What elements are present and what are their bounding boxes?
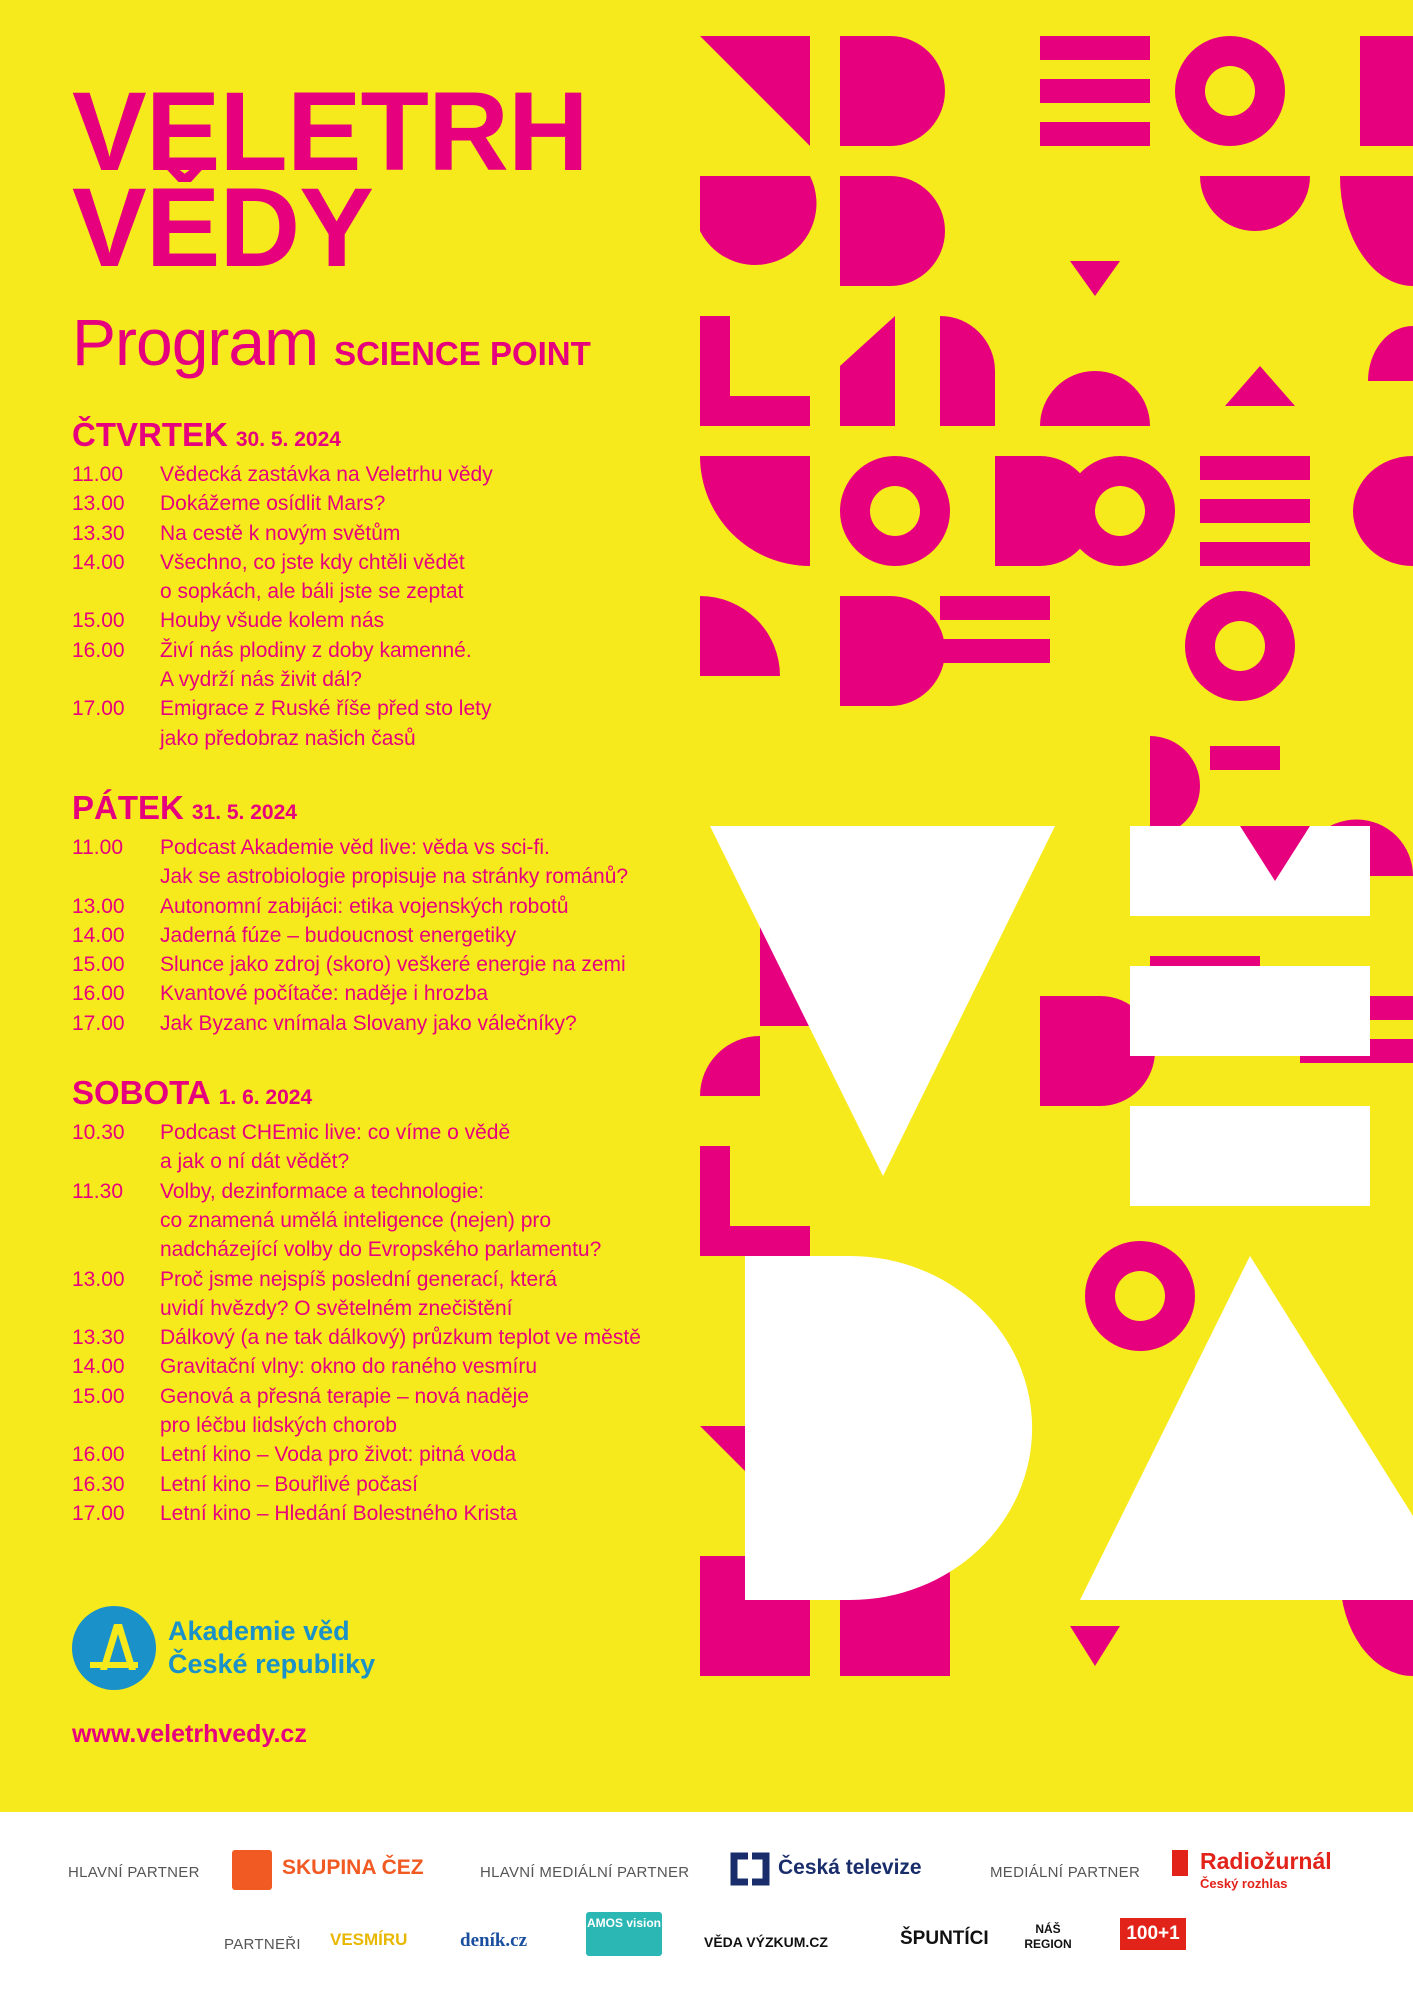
schedule-title: Vědecká zastávka na Veletrhu vědy — [160, 463, 493, 486]
letter-e-bar-mid — [1130, 966, 1370, 1056]
schedule-title: Na cestě k novým světům — [160, 521, 401, 545]
schedule-time: 15.00 — [72, 609, 125, 633]
event-title-line1: VELETRH — [72, 69, 588, 194]
schedule-item — [72, 979, 692, 1008]
partner-logo-spunti: ŠPUNTÍCI — [900, 1928, 989, 1949]
schedule-title: Letní kino – Bouřlivé počasí — [160, 1472, 418, 1496]
schedule-time: 13.30 — [72, 1326, 125, 1350]
schedule-item — [72, 1177, 692, 1265]
schedule-title: Volby, dezinformace a technologie: co znamená umělá inteligence (nejen) pro nadcházející volby do Evropského parlamentu? — [160, 1179, 602, 1262]
schedule-time: 17.00 — [72, 697, 125, 721]
media-partner-name: Radiožurnál — [1200, 1848, 1332, 1874]
partner-logo-nas-region: NÁŠ REGION — [1024, 1922, 1072, 1951]
program-subtitle — [72, 304, 692, 380]
schedule-time: 16.00 — [72, 638, 125, 662]
cez-logo-icon — [232, 1850, 272, 1890]
program-label: Program — [72, 305, 319, 379]
schedule-item — [72, 694, 692, 753]
academy-emblem-icon — [72, 1606, 156, 1690]
partners-label: PARTNEŘI — [224, 1936, 301, 1953]
schedule-item — [72, 1009, 692, 1038]
schedule-item — [72, 1440, 692, 1469]
schedule-time: 15.00 — [72, 1384, 125, 1408]
schedule-time: 10.30 — [72, 1121, 125, 1145]
schedule-item — [72, 460, 692, 489]
partner-logo-vesmiru: VESMÍRU — [330, 1930, 408, 1949]
schedule-title: Živí nás plodiny z doby kamenné. A vydrží nás živit dál? — [160, 638, 472, 692]
schedule-item — [72, 1470, 692, 1499]
partner-logo-denik: deník.cz — [460, 1930, 528, 1951]
schedule-item — [72, 921, 692, 950]
day-date: 31. 5. 2024 — [191, 800, 297, 824]
schedule-item — [72, 548, 692, 607]
schedule-time: 17.00 — [72, 1501, 125, 1525]
schedule-time: 16.30 — [72, 1472, 125, 1496]
day-heading — [72, 789, 692, 827]
partner-logo-veda-vyzkum: VĚDA VÝZKUM.CZ — [704, 1934, 828, 1950]
media-partner-label: MEDIÁLNÍ PARTNER — [990, 1864, 1141, 1881]
schedule-item — [72, 1352, 692, 1381]
schedule-title: Dálkový (a ne tak dálkový) průzkum teplot ve městě — [160, 1326, 641, 1350]
schedule-item — [72, 892, 692, 921]
website-link[interactable]: www.veletrhvedy.cz — [72, 1720, 307, 1748]
program-column — [72, 69, 692, 1528]
veda-geometric-artwork — [700, 36, 1413, 1700]
schedule-title: Podcast Akademie věd live: věda vs sci-fi. Jak se astrobiologie propisuje na stránky románů? — [160, 835, 629, 889]
schedule-title: Gravitační vlny: okno do raného vesmíru — [160, 1355, 538, 1379]
academy-name-line2: České republiky — [168, 1649, 376, 1679]
main-partner-label: HLAVNÍ PARTNER — [68, 1864, 200, 1881]
event-title-line2: VĚDY — [72, 165, 373, 290]
schedule-title: Genová a přesná terapie – nová naděje pro léčbu lidských chorob — [160, 1384, 529, 1438]
radiozurnal-logo-icon — [1172, 1850, 1188, 1876]
schedule-title: Podcast CHEmic live: co víme o vědě a jak o ní dát vědět? — [160, 1121, 511, 1174]
day-heading — [72, 416, 692, 454]
partner-logo-amos: AMOS vision — [586, 1912, 662, 1956]
schedule-time: 14.00 — [72, 550, 125, 574]
schedule-time: 11.00 — [72, 463, 123, 486]
schedule-title: Letní kino – Hledání Bolestného Krista — [160, 1501, 518, 1525]
schedule-item — [72, 489, 692, 518]
letter-e-bar-bottom — [1130, 1106, 1370, 1206]
schedule — [72, 416, 692, 1528]
schedule-title: Dokážeme osídlit Mars? — [160, 492, 386, 516]
media-main-partner-label: HLAVNÍ MEDIÁLNÍ PARTNER — [480, 1864, 690, 1881]
day-date: 1. 6. 2024 — [218, 1086, 313, 1110]
media-main-partner-name: Česká televize — [778, 1856, 922, 1879]
day-heading — [72, 1074, 692, 1112]
schedule-time: 13.30 — [72, 521, 125, 545]
schedule-time: 11.00 — [72, 835, 123, 859]
schedule-title: Letní kino – Voda pro život: pitná voda — [160, 1443, 517, 1467]
schedule-item — [72, 833, 692, 892]
schedule-time: 13.00 — [72, 492, 125, 516]
schedule-time: 16.00 — [72, 1443, 125, 1467]
day-section — [72, 1074, 692, 1528]
partner-logo-100plus1: 100+1 — [1120, 1918, 1186, 1950]
schedule-time: 17.00 — [72, 1011, 125, 1035]
schedule-item — [72, 1499, 692, 1528]
schedule-title: Houby všude kolem nás — [160, 609, 385, 633]
schedule-time: 15.00 — [72, 953, 125, 977]
day-date: 30. 5. 2024 — [235, 428, 341, 451]
science-point-label: SCIENCE POINT — [334, 335, 591, 372]
letter-a-shape — [1080, 1256, 1413, 1600]
schedule-time: 14.00 — [72, 923, 125, 947]
schedule-title: Emigrace z Ruské říše před sto lety jako předobraz našich časů — [160, 697, 492, 750]
schedule-title: Jaderná fúze – budoucnost energetiky — [160, 923, 517, 947]
schedule-item — [72, 1118, 692, 1177]
schedule-time: 14.00 — [72, 1355, 125, 1379]
academy-logo — [72, 1606, 375, 1690]
day-name: ČTVRTEK — [72, 416, 228, 453]
schedule-title: Všechno, co jste kdy chtěli vědět o sopkách, ale báli jste se zeptat — [160, 550, 465, 604]
schedule-time: 13.00 — [72, 1267, 125, 1291]
schedule-title: Jak Byzanc vnímala Slovany jako válečníky? — [160, 1011, 577, 1035]
main-partner-name: SKUPINA ČEZ — [282, 1856, 424, 1879]
schedule-title: Proč jsme nejspíš poslední generací, která uvidí hvězdy? O světelném znečištění — [160, 1267, 557, 1320]
schedule-title: Slunce jako zdroj (skoro) veškeré energie na zemi — [160, 953, 626, 977]
schedule-item — [72, 1323, 692, 1352]
academy-name — [168, 1615, 375, 1681]
ceska-televize-logo-icon — [728, 1852, 772, 1886]
letter-d-shape — [745, 1256, 1032, 1600]
schedule-item — [72, 636, 692, 695]
event-title — [72, 69, 692, 290]
schedule-item — [72, 950, 692, 979]
schedule-item — [72, 1265, 692, 1324]
media-partner-sub: Český rozhlas — [1200, 1876, 1288, 1891]
schedule-title: Autonomní zabijáci: etika vojenských robotů — [160, 894, 569, 918]
day-name: PÁTEK — [72, 788, 184, 826]
schedule-time: 13.00 — [72, 894, 125, 918]
white-letters-veda — [710, 826, 1413, 1600]
schedule-item — [72, 606, 692, 635]
schedule-item — [72, 1382, 692, 1441]
day-section — [72, 416, 692, 753]
schedule-time: 11.30 — [72, 1179, 123, 1203]
academy-name-line1: Akademie věd — [168, 1616, 350, 1646]
schedule-time: 16.00 — [72, 982, 125, 1006]
day-name: SOBOTA — [72, 1074, 211, 1112]
schedule-title: Kvantové počítače: naděje i hrozba — [160, 982, 489, 1006]
schedule-item — [72, 519, 692, 548]
day-section — [72, 789, 692, 1038]
partners-bar — [0, 1812, 1413, 2000]
